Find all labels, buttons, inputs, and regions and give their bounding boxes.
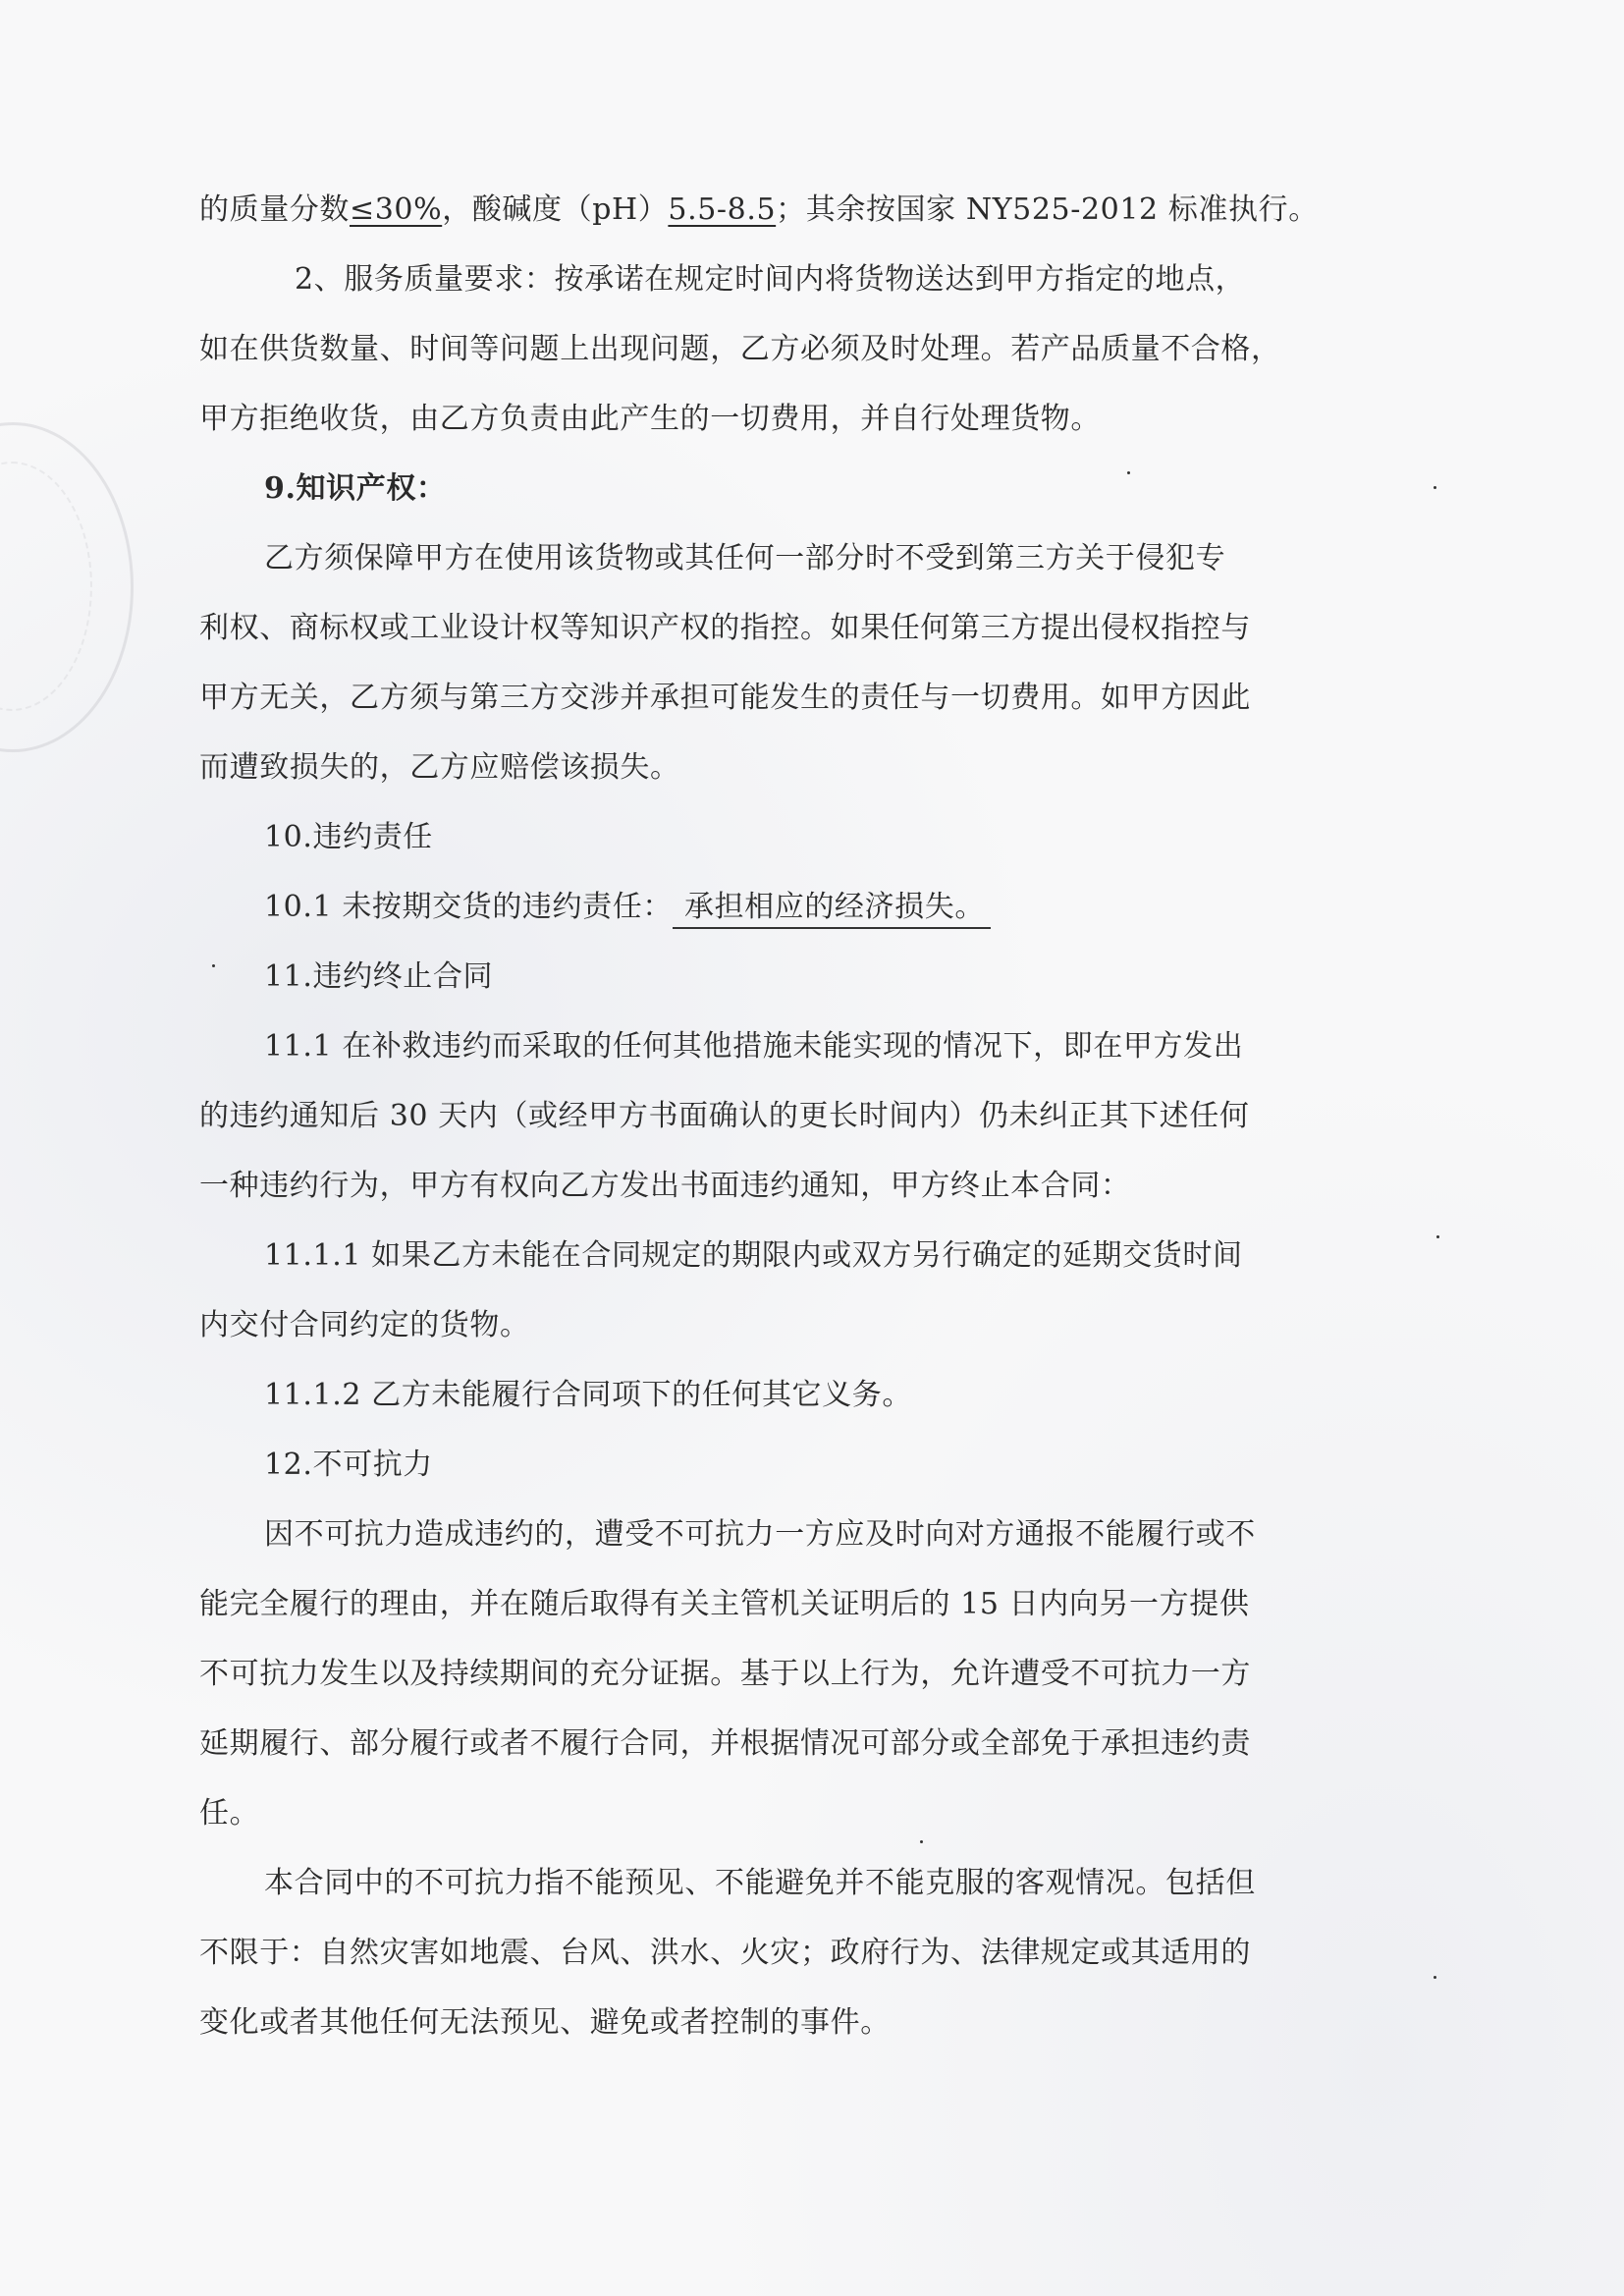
paragraph-line: 甲方拒绝收货，由乙方负责由此产生的一切费用，并自行处理货物。	[199, 402, 1101, 436]
paragraph-line: 的违约通知后 30 天内（或经甲方书面确认的更长时间内）仍未纠正其下述任何	[199, 1099, 1250, 1133]
section-heading: 11.违约终止合同	[264, 959, 494, 994]
paragraph-line: 变化或者其他任何无法预见、避免或者控制的事件。	[199, 2005, 891, 2040]
paragraph-line: 任。	[199, 1796, 260, 1831]
paragraph-line: 不可抗力发生以及持续期间的充分证据。基于以上行为，允许遭受不可抗力一方	[199, 1657, 1251, 1691]
paragraph-line: 11.1 在补救违约而采取的任何其他措施未能实现的情况下，即在甲方发出	[264, 1029, 1244, 1064]
text-fragment: ；其余按国家 NY525-2012 标准执行。	[776, 192, 1319, 227]
underlined-value: 5.5-8.5	[668, 192, 777, 227]
paragraph-line: 本合同中的不可抗力指不能预见、不能避免并不能克服的客观情况。包括但	[264, 1866, 1256, 1900]
paragraph-line: 甲方无关，乙方须与第三方交涉并承担可能发生的责任与一切费用。如甲方因此	[199, 681, 1251, 715]
quality-spec-line	[199, 175, 1348, 245]
text-fragment: ，酸碱度（pH）	[442, 192, 669, 227]
section-heading: 10.违约责任	[264, 820, 433, 854]
paragraph-line: 因不可抗力造成违约的，遭受不可抗力一方应及时向对方通报不能履行或不	[264, 1517, 1256, 1552]
paragraph-line: 2、服务质量要求：按承诺在规定时间内将货物送达到甲方指定的地点，	[295, 262, 1246, 297]
paragraph-line: 不限于：自然灾害如地震、台风、洪水、火灾；政府行为、法律规定或其适用的	[199, 1936, 1251, 1970]
scan-speck	[1434, 486, 1436, 489]
clause-label: 10.1 未按期交货的违约责任：	[264, 890, 673, 924]
paragraph-line: 11.1.2 乙方未能履行合同项下的任何其它义务。	[264, 1378, 912, 1412]
paragraph-line: 乙方须保障甲方在使用该货物或其任何一部分时不受到第三方关于侵犯专	[264, 541, 1226, 575]
filled-blank: 承担相应的经济损失。	[673, 888, 991, 929]
paragraph-line: 能完全履行的理由，并在随后取得有关主管机关证明后的 15 日内向另一方提供	[199, 1587, 1250, 1621]
underlined-value: ≤30%	[350, 192, 443, 227]
scan-speck	[1434, 1976, 1436, 1979]
paragraph-line: 11.1.1 如果乙方未能在合同规定的期限内或双方另行确定的延期交货时间	[264, 1238, 1243, 1273]
section-heading: 9.知识产权：	[264, 471, 447, 506]
paragraph-line: 利权、商标权或工业设计权等知识产权的指控。如果任何第三方提出侵权指控与	[199, 611, 1251, 645]
paragraph-line: 而遭致损失的，乙方应赔偿该损失。	[199, 750, 680, 785]
paragraph-line: 如在供货数量、时间等问题上出现问题，乙方必须及时处理。若产品质量不合格，	[199, 332, 1281, 366]
contract-text	[199, 175, 1348, 2057]
paragraph-line: 内交付合同约定的货物。	[199, 1308, 530, 1342]
clause-line	[199, 872, 1348, 942]
paragraph-line: 延期履行、部分履行或者不履行合同，并根据情况可部分或全部免于承担违约责	[199, 1726, 1251, 1761]
text-fragment: 的质量分数	[199, 192, 350, 227]
scan-speck	[1436, 1235, 1439, 1238]
section-heading: 12.不可抗力	[264, 1448, 433, 1482]
paragraph-line: 一种违约行为，甲方有权向乙方发出书面违约通知，甲方终止本合同：	[199, 1169, 1131, 1203]
